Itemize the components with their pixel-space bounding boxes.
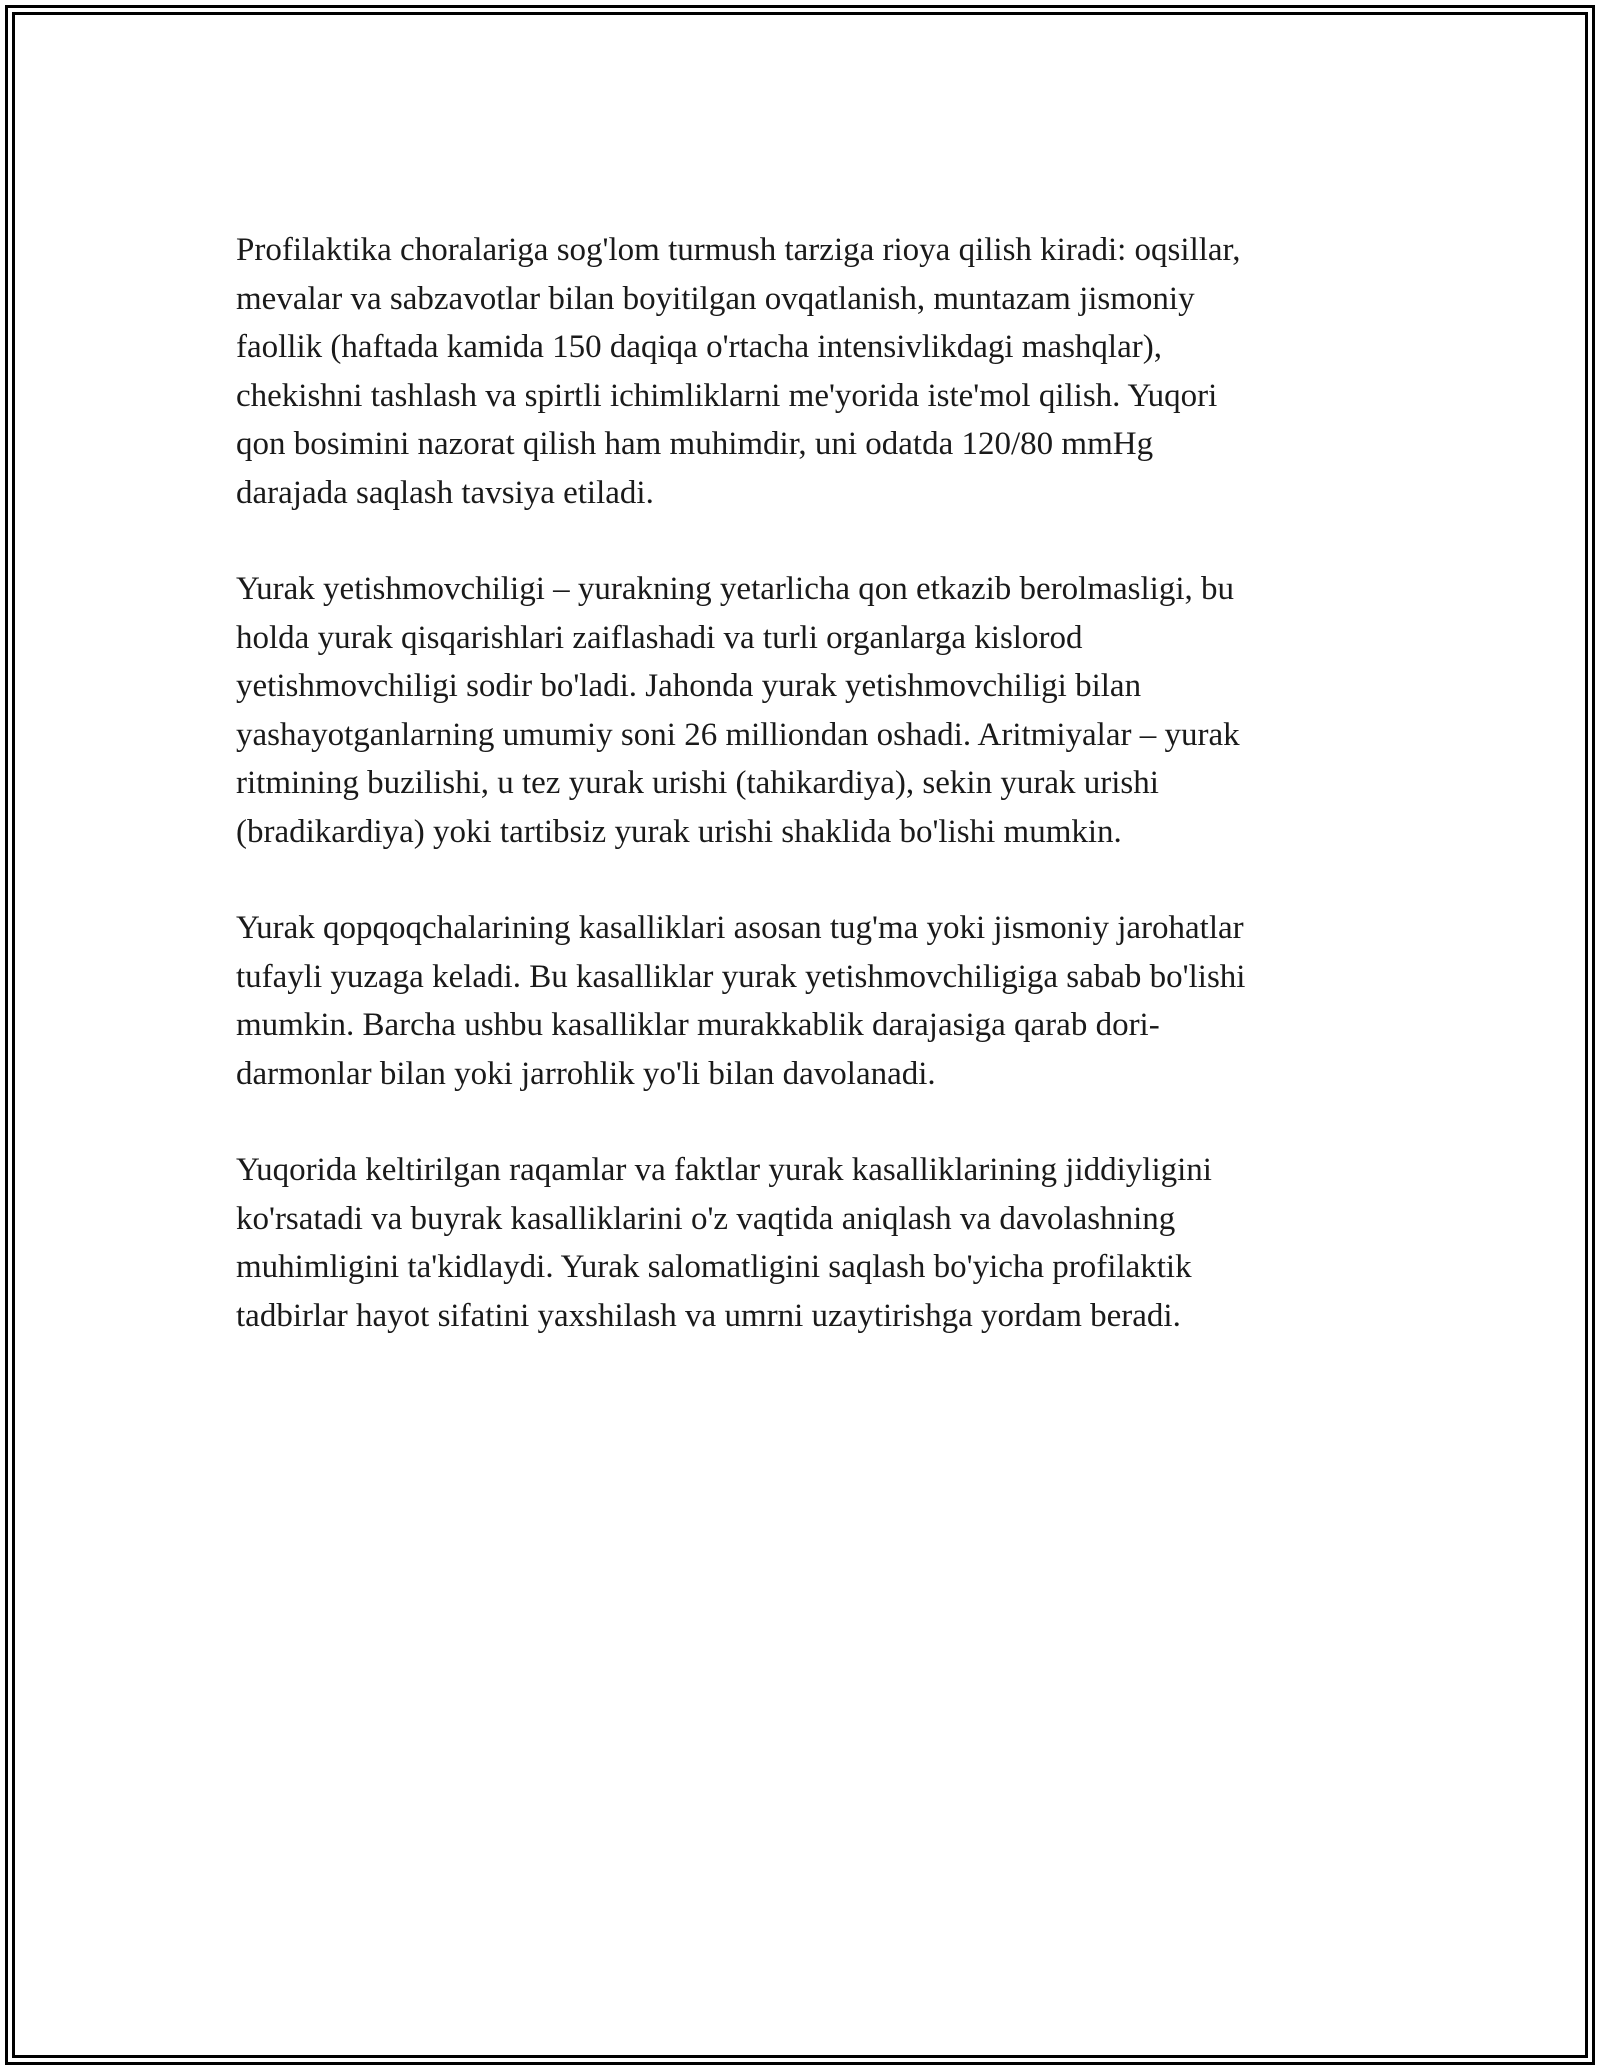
- text-line: darajada saqlash tavsiya etiladi.: [236, 474, 654, 511]
- text-line: chekishni tashlash va spirtli ichimliklarni me'yorida iste'mol qilish. Yuqori: [236, 377, 1218, 414]
- paragraph-prevention: [236, 226, 1366, 517]
- text-line: Yurak qopqoqchalarining kasalliklari asosan tug'ma yoki jismoniy jarohatlar: [236, 910, 1244, 946]
- text-line: ritmining buzilishi, u tez yurak urishi (tahikardiya), sekin yurak urishi: [236, 765, 1159, 801]
- document-body: [236, 226, 1366, 1388]
- text-line: (bradikardiya) yoki tartibsiz yurak urishi shaklida bo'lishi mumkin.: [236, 813, 1122, 850]
- text-line: ko'rsatadi va buyrak kasalliklarini o'z vaqtida aniqlash va davolashning: [236, 1200, 1176, 1237]
- text-line: qon bosimini nazorat qilish ham muhimdir, uni odatda 120/80 mmHg: [236, 426, 1154, 462]
- paragraph-heart-failure: [236, 565, 1366, 856]
- paragraph-conclusion: [236, 1146, 1366, 1340]
- text-line: Yuqorida keltirilgan raqamlar va faktlar yurak kasalliklarining jiddiyligini: [236, 1152, 1212, 1188]
- text-line: darmonlar bilan yoki jarrohlik yo'li bilan davolanadi.: [236, 1055, 936, 1092]
- text-line: yetishmovchiligi sodir bo'ladi. Jahonda yurak yetishmovchiligi bilan: [236, 668, 1142, 704]
- text-line: muhimligini ta'kidlaydi. Yurak salomatligini saqlash bo'yicha profilaktik: [236, 1249, 1192, 1285]
- text-line: tadbirlar hayot sifatini yaxshilash va umrni uzaytirishga yordam beradi.: [236, 1297, 1181, 1334]
- text-line: Profilaktika choralariga sog'lom turmush tarziga rioya qilish kiradi: oqsillar,: [236, 232, 1241, 268]
- paragraph-valve-diseases: [236, 904, 1366, 1098]
- text-line: mumkin. Barcha ushbu kasalliklar murakkablik darajasiga qarab dori-: [236, 1007, 1160, 1043]
- text-line: tufayli yuzaga keladi. Bu kasalliklar yurak yetishmovchiligiga sabab bo'lishi: [236, 958, 1246, 995]
- text-line: faollik (haftada kamida 150 daqiqa o'rtacha intensivlikdagi mashqlar),: [236, 329, 1162, 365]
- text-line: mevalar va sabzavotlar bilan boyitilgan ovqatlanish, muntazam jismoniy: [236, 280, 1195, 317]
- text-line: Yurak yetishmovchiligi – yurakning yetarlicha qon etkazib berolmasligi, bu: [236, 571, 1235, 607]
- text-line: yashayotganlarning umumiy soni 26 milliondan oshadi. Aritmiyalar – yurak: [236, 716, 1240, 753]
- text-line: holda yurak qisqarishlari zaiflashadi va turli organlarga kislorod: [236, 619, 1083, 656]
